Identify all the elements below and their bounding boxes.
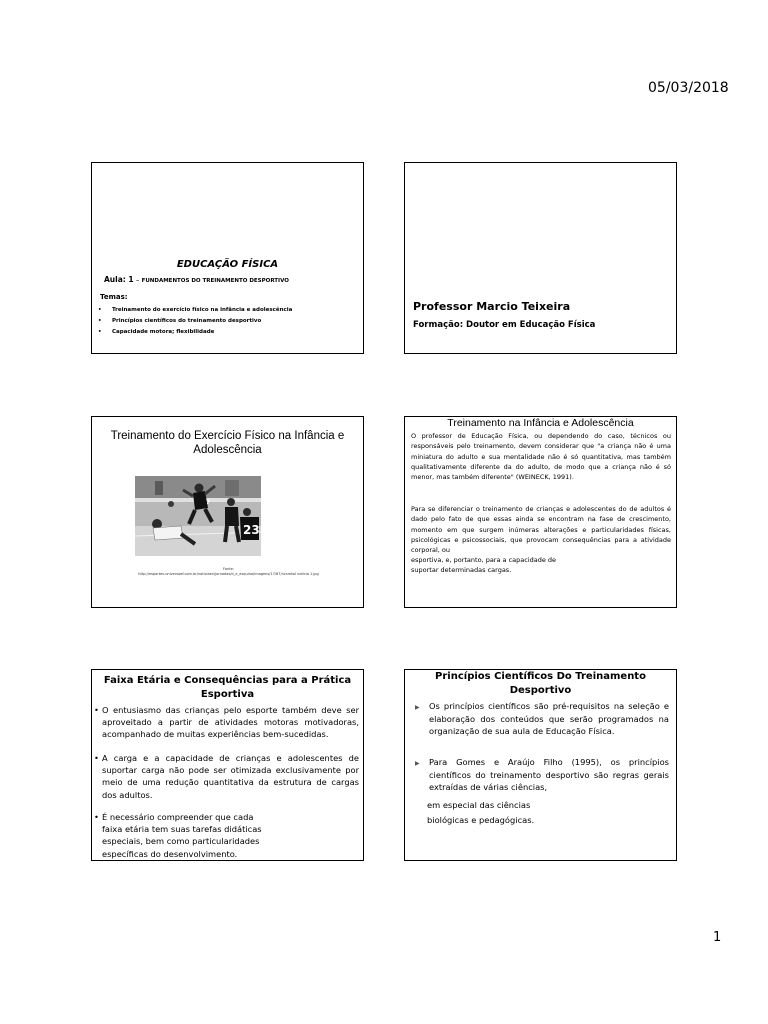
lesson-subject: FUNDAMENTOS DO TREINAMENTO DESPORTIVO [141, 278, 289, 284]
list-item: • O entusiasmo das crianças pelo esporte também deve ser aproveitado a partir de atividades motoras motivadoras, acompanhado de muitas experiências bem-sucedidas. [94, 705, 359, 740]
list-item: • Capacidade motora; flexibilidade [98, 329, 215, 335]
topics-list [98, 305, 292, 338]
list-item: ▶ Os princípios científicos são pré-requisitos na seleção e elaboração dos conteúdos que serão programados na organização de sua aula de Educação Física. [415, 701, 669, 736]
paragraph: esportiva, e, portanto, para a capacidade de suportar determinadas cargas. [411, 556, 557, 575]
slide-title: Treinamento do Exercício Físico na Infância e Adolescência [110, 430, 345, 456]
date-header: 05/03/2018 [648, 80, 729, 96]
handball-photo [135, 476, 261, 556]
slide-title: Princípios Científicos Do Treinamento Desportivo [435, 671, 646, 696]
jersey-number: 23 [243, 523, 260, 537]
arrow-bullet-icon: ▶ [415, 704, 420, 711]
list-item: • Princípios científicos do treinamento desportivo [98, 318, 262, 324]
caption-url: http://esportes.universoef.com.br/noticiaen/jornadas/d_e_esquina/imagens/17/87/ncsmkol noticia 1.jpg [138, 572, 319, 576]
bullet-icon: • [94, 753, 99, 763]
slide-title: Treinamento na Infância e Adolescência [447, 417, 634, 429]
slide-6-principles [404, 669, 677, 861]
lesson-label: Aula: 1 [104, 275, 134, 284]
lesson-line [104, 275, 289, 284]
list-item: • É necessário compreender que cada faixa etária tem suas tarefas didáticas especiais, bem como particularidades específicas do desenvolvimento. [94, 812, 262, 859]
photo-caption [122, 567, 335, 577]
lesson-dash: – [133, 276, 142, 284]
list-item: • Treinamento do exercício físico na infância e adolescência [98, 307, 293, 313]
continuation-line: em especial das ciências [427, 800, 531, 810]
paragraph: O professor de Educação Física, ou dependendo do caso, técnicos ou responsáveis pelo treinamento, devem considerar que "a criança não é uma miniatura do adulto e sua mentalidade não é só quantitativa, mas também qualitativamente diferente da do adulto, de modo que a criança não é só menor, mas também diferente" (WEINECK, 1991). [411, 432, 671, 482]
topics-heading: Temas: [100, 293, 128, 301]
page-number: 1 [713, 930, 722, 945]
list-item: • A carga e a capacidade de crianças e adolescentes de suportar carga não pode ser otimizada exclusivamente por meio de uma redução quantitativa da estrutura de cargas dos adultos. [94, 753, 359, 800]
continuation-line: biológicas e pedagógicas. [427, 815, 535, 825]
slide-2-professor [404, 162, 677, 354]
bullet-icon: • [94, 812, 99, 822]
list-item: ▶ Para Gomes e Araújo Filho (1995), os princípios científicos do treinamento desportivo são regras gerais extraídas de várias ciências, [415, 757, 669, 792]
bullet-icon: • [94, 705, 99, 715]
slide-3-training [91, 416, 364, 608]
slide-1-title [91, 162, 364, 354]
professor-name: Professor Marcio Teixeira [413, 300, 571, 313]
arrow-bullet-icon: ▶ [415, 760, 420, 767]
course-title: EDUCAÇÃO FÍSICA [176, 259, 279, 270]
slide-4-childhood [404, 416, 677, 608]
slide-5-age-group [91, 669, 364, 861]
paragraph: Para se diferenciar o treinamento de crianças e adolescentes do de adultos é dado pelo fato de que essas ainda se encontram na fase de crescimento, momento em que surgem inúmeras alterações e particularidades físicas, psicológicas e psicossociais, que provocam consequências para a atividade corporal, ou [411, 505, 671, 555]
caption-label: Fonte: [223, 567, 234, 571]
slide-title: Faixa Etária e Consequências para a Prática Esportiva [103, 675, 352, 700]
professor-degree: Formação: Doutor em Educação Física [413, 320, 596, 330]
jersey-number: 7 [206, 499, 211, 506]
